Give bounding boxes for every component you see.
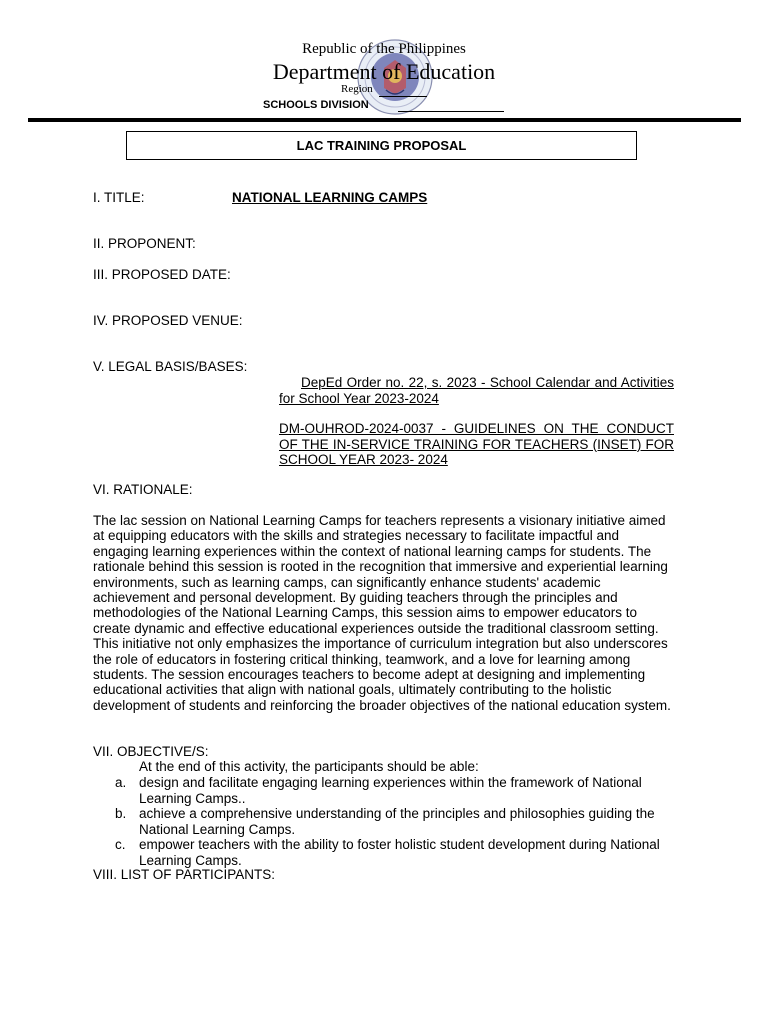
- proposed-date-label: III. PROPOSED DATE:: [93, 267, 231, 282]
- objective-item: [115, 837, 675, 868]
- proposal-title-box: LAC TRAINING PROPOSAL: [126, 131, 637, 160]
- rationale-paragraph: The lac session on National Learning Camps for teachers represents a visionary initiative aimed at equipping educators with the skills and strategies necessary to facilitate impactful and engaging learning experiences within the context of national learning camps for students. The rationale behind this session is rooted in the recognition that immersive and experiential learning environments, such as learning camps, can significantly enhance students' academic achievement and personal development. By guiding teachers through the principles and methodologies of the National Learning Camps, this session aims to empower educators to create dynamic and effective educational experiences outside the traditional classroom setting. This initiative not only emphasizes the importance of curriculum integration but also underscores the role of educators in fostering critical thinking, teamwork, and a love for learning among students. The session encourages teachers to become adept at designing and implementing educational activities that align with national goals, ultimately contributing to the holistic development of students and reinforcing the broader objectives of the national education system.: [93, 513, 671, 713]
- title-value: NATIONAL LEARNING CAMPS: [232, 190, 428, 205]
- objective-item: [115, 806, 675, 837]
- region-blank-line: [379, 96, 427, 97]
- objective-text: empower teachers with the ability to foster holistic student development during National Learning Camps.: [139, 837, 660, 868]
- objectives-label: VII. OBJECTIVE/S:: [93, 744, 209, 759]
- header-divider: [28, 118, 741, 122]
- objective-letter: c.: [115, 837, 126, 852]
- proposed-venue-label: IV. PROPOSED VENUE:: [93, 313, 243, 328]
- title-label: I. TITLE:: [93, 190, 145, 205]
- objective-item: [115, 775, 675, 806]
- header-division-label: SCHOOLS DIVISION: [263, 99, 369, 111]
- rationale-label: VI. RATIONALE:: [93, 482, 193, 497]
- objective-letter: b.: [115, 806, 127, 821]
- proponent-label: II. PROPONENT:: [93, 236, 196, 251]
- legal-basis-item: DepEd Order no. 22, s. 2023 - School Calendar and Activities for School Year 2023-2024: [279, 375, 674, 406]
- objective-text: design and facilitate engaging learning experiences within the framework of National Learning Camps..: [139, 775, 642, 806]
- legal-basis-item: DM-OUHROD-2024-0037 - GUIDELINES ON THE CONDUCT OF THE IN-SERVICE TRAINING FOR TEACHERS (INSET) FOR SCHOOL YEAR 2023- 2024: [279, 421, 674, 467]
- header-department: Department of Education: [272, 59, 496, 84]
- header-region-label: Region: [341, 83, 373, 95]
- objectives-intro: At the end of this activity, the participants should be able:: [139, 759, 479, 774]
- objective-text: achieve a comprehensive understanding of the principles and philosophies guiding the National Learning Camps.: [139, 806, 655, 837]
- objective-letter: a.: [115, 775, 127, 790]
- legal-basis-label: V. LEGAL BASIS/BASES:: [93, 359, 248, 374]
- header-republic: Republic of the Philippines: [302, 41, 466, 57]
- participants-label: VIII. LIST OF PARTICIPANTS:: [93, 867, 276, 882]
- division-blank-line: [398, 111, 504, 112]
